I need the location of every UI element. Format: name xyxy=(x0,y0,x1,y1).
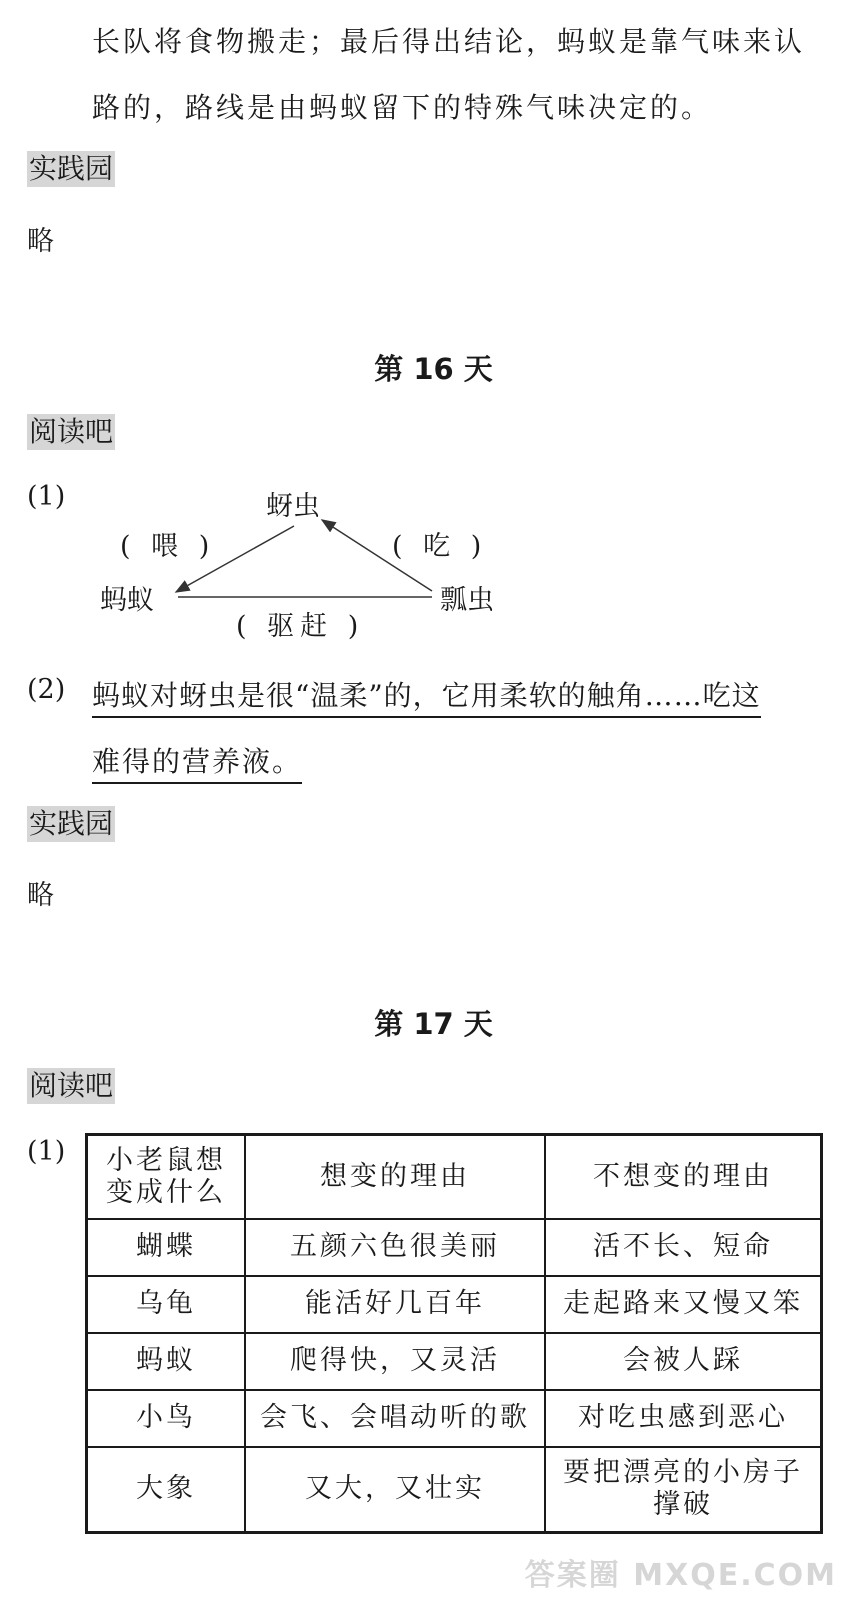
header-line-1: 小老鼠想 xyxy=(106,1144,226,1176)
table-cell: 五颜六色很美丽 xyxy=(245,1219,545,1276)
mouse-transformation-table xyxy=(85,1133,823,1534)
table-row xyxy=(87,1333,822,1390)
table-cell: 对吃虫感到恶心 xyxy=(545,1390,822,1447)
intro-line-2: 路的，路线是由蚂蚁留下的特殊气味决定的。 xyxy=(92,91,713,124)
table-cell xyxy=(545,1447,822,1533)
table-header-row xyxy=(87,1135,822,1219)
table-cell: 大象 xyxy=(87,1447,246,1533)
diagram-edge-feed: ( 喂 ) xyxy=(120,531,216,562)
day17-q1-label: (1) xyxy=(27,1136,66,1167)
diagram-node-ladybug: 瓢虫 xyxy=(440,585,494,616)
day16-heading: 第 16 天 xyxy=(374,352,493,386)
day17-heading: 第 17 天 xyxy=(374,1007,493,1041)
table-row xyxy=(87,1390,822,1447)
table-cell: 小鸟 xyxy=(87,1390,246,1447)
day16-q1-label: (1) xyxy=(27,481,66,512)
table-cell: 蚂蚁 xyxy=(87,1333,246,1390)
table-header-cell: 不想变的理由 xyxy=(545,1135,822,1219)
table-header-cell xyxy=(87,1135,246,1219)
day16-q2-label: (2) xyxy=(27,674,66,705)
table-cell: 蝴蝶 xyxy=(87,1219,246,1276)
table-cell: 走起路来又慢又笨 xyxy=(545,1276,822,1333)
intro-line-1: 长队将食物搬走；最后得出结论，蚂蚁是靠气味来认 xyxy=(92,25,806,58)
practice-answer: 略 xyxy=(27,226,54,257)
last-reason-line-2: 撑破 xyxy=(653,1489,713,1521)
table-cell: 活不长、短命 xyxy=(545,1219,822,1276)
diagram-node-aphid: 蚜虫 xyxy=(266,491,320,522)
table-cell: 乌龟 xyxy=(87,1276,246,1333)
header-line-2: 变成什么 xyxy=(106,1176,226,1208)
last-reason-line-1: 要把漂亮的小房子 xyxy=(563,1457,803,1489)
day16-practice-answer: 略 xyxy=(27,880,54,911)
watermark-logo: 答案圈 MXQE.COM xyxy=(524,1558,837,1593)
diagram-node-ant: 蚂蚁 xyxy=(100,585,154,616)
day16-q2-line2: 难得的营养液。 xyxy=(92,740,302,784)
table-cell: 能活好几百年 xyxy=(245,1276,545,1333)
table-cell: 会飞、会唱动听的歌 xyxy=(245,1390,545,1447)
table-cell: 会被人踩 xyxy=(545,1333,822,1390)
day16-q2-line2-wrap xyxy=(92,740,302,784)
table-cell: 爬得快，又灵活 xyxy=(245,1333,545,1390)
practice-section-label: 实践园 xyxy=(29,152,114,185)
day16-q2-line1-wrap xyxy=(92,674,818,718)
day16-practice-label: 实践园 xyxy=(29,807,114,840)
day16-q2-line1: 蚂蚁对蚜虫是很“温柔”的，它用柔软的触角……吃这 xyxy=(92,674,761,718)
diagram-edge-eat: ( 吃 ) xyxy=(392,531,488,562)
table-header-cell: 想变的理由 xyxy=(245,1135,545,1219)
day17-reading-label: 阅读吧 xyxy=(29,1069,114,1102)
table-cell: 又大，又壮实 xyxy=(245,1447,545,1533)
day16-reading-label: 阅读吧 xyxy=(29,415,114,448)
diagram-edge-drive-away: ( 驱赶 ) xyxy=(236,611,365,642)
table-row xyxy=(87,1447,822,1533)
table-row xyxy=(87,1219,822,1276)
table-row xyxy=(87,1276,822,1333)
